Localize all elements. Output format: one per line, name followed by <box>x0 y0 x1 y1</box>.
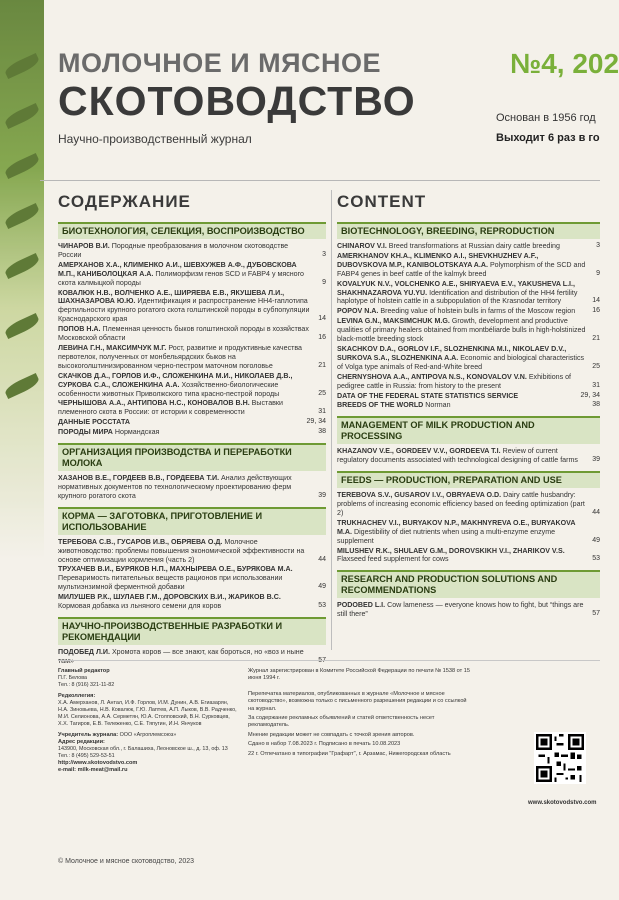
entry-title: Cow lameness — everyone knows how to fight, but “things are still there” <box>337 601 584 619</box>
publication-frequency: Выходит 6 раз в го <box>496 132 600 144</box>
entry-page: 14 <box>592 297 600 305</box>
footer-divider <box>58 660 600 661</box>
entry-authors: ХАЗАНОВ В.Е., ГОРДЕЕВ В.В., ГОРДЕЕВА Т.И. <box>58 474 220 483</box>
entry-title: Идентификация и распространение HH4-гаплотипа фертильности крупного рогатого скота голштинской породы в субпопуляции Краснодарского края <box>58 297 310 324</box>
entry-title: Выставки племенного скота в России: от истории к современности <box>58 399 283 417</box>
entry-title: Породные преобразования в молочном скотоводстве России <box>58 242 289 259</box>
qr-code-icon[interactable] <box>534 732 586 784</box>
entry-title: Полиморфизм генов SCD и FABP4 у мясного скота калмыцкой породы <box>58 269 304 287</box>
entry-authors: KHAZANOV V.E., GORDEEV V.V., GORDEEVA T.I. <box>337 447 501 456</box>
legal-reprint: Перепечатка материалов, опубликованных в журнале «Молочное и мясное скотоводство», возможна только с письменного разрешения редакции и со ссылкой на журнал. <box>248 690 467 712</box>
entry-page: 39 <box>318 491 326 499</box>
entry-authors: TRUKHACHEV V.I., BURYAKOV N.P., MAKHNYREVA O.E., BURYAKOVA M.A. <box>337 518 576 536</box>
entry-authors: ДАННЫЕ РОССТАТА <box>58 418 130 427</box>
editor-name: П.Г. Белова <box>58 675 87 681</box>
toc-heading-ru: СОДЕРЖАНИЕ <box>58 192 191 211</box>
toc-section <box>337 416 600 465</box>
entry-title: Breeding value of holstein bulls in farms of the Moscow region <box>380 307 576 316</box>
entry-title: Flaxseed feed supplement for cows <box>337 555 449 564</box>
toc-section <box>337 570 600 619</box>
toc-section <box>58 222 326 437</box>
entry-authors: СКАЧКОВ Д.А., ГОРЛОВ И.Ф., СЛОЖЕНКИНА М.И., НИКОЛАЕВ Д.В., СУРКОВА С.А., СЛОЖЕНКИНА А.А. <box>58 371 293 389</box>
toc-entry[interactable] <box>337 252 600 279</box>
entry-authors: AMERKHANOV KH.A., KLIMENKO A.I., SHEVKHUZHEV A.F., DUBOVSKOVA M.P., KANIBOLOTSKAYA A.A. <box>337 251 539 269</box>
entry-authors: PODOBED L.I. <box>337 601 386 610</box>
entry-authors: МИЛУШЕВ Р.К., ШУЛАЕВ Г.М., ДОРОВСКИХ В.И., ЖАРИКОВ В.С. <box>58 593 281 602</box>
entry-page: 9 <box>322 278 326 286</box>
entry-authors: MILUSHEV R.K., SHULAEV G.M., DOROVSKIKH V.I., ZHARIKOV V.S. <box>337 546 565 555</box>
entry-authors: CHINAROV V.I. <box>337 242 387 250</box>
toc-english <box>337 188 600 625</box>
entry-page: 21 <box>318 361 326 369</box>
office-phone: Тел.: 8 (495) 529-53-51 <box>58 753 115 759</box>
header-divider <box>40 180 600 181</box>
entry-page: 29, 34 <box>580 391 600 399</box>
entry-page: 31 <box>592 381 600 389</box>
entry-authors: BREEDS OF THE WORLD <box>337 401 424 410</box>
toc-section <box>337 471 600 564</box>
entry-title: Digestibility of diet nutrients when using a multi-enzyme enzyme supplement <box>337 527 556 545</box>
registration-note: Журнал зарегистрирован в Комитете Российской Федерации по печати № 1538 от 15 июня 1994 г. <box>248 668 471 682</box>
entry-page: 44 <box>592 508 600 516</box>
toc-entry[interactable] <box>337 242 600 251</box>
entry-authors: КОВАЛЮК Н.В., ВОЛЧЕНКО А.Е., ШИРЯЕВА Е.В., ЯКУШЕВА Л.И., ШАХНАЗАРОВА Ю.Ю. <box>58 288 285 306</box>
toc-entry[interactable] <box>337 601 600 619</box>
toc-entry[interactable] <box>337 307 600 316</box>
toc-entry[interactable] <box>337 317 600 344</box>
entry-authors: ТЕРЕБОВА С.В., ГУСАРОВ И.В., ОБРЯЕВА О.Д. <box>58 537 223 546</box>
founder: ООО «Агроплемсоюз» <box>119 732 177 738</box>
toc-section <box>58 443 326 501</box>
toc-entry[interactable] <box>337 392 600 401</box>
entry-authors: LEVINA G.N., MAKSIMCHUK M.G. <box>337 317 450 326</box>
entry-page: 53 <box>318 602 326 610</box>
issue-number: №4, 202 <box>510 48 619 79</box>
entry-authors: POPOV N.A. <box>337 307 379 316</box>
entry-authors: KOVALYUK N.V., VOLCHENKO A.E., SHIRYAEVA E.V., YAKUSHEVA L.I., SHAKHNAZAROVA YU.YU. <box>337 279 575 297</box>
toc-entry[interactable] <box>337 401 600 410</box>
entry-authors: ПОПОВ Н.А. <box>58 325 101 334</box>
entry-title: Кормовая добавка из льняного семени для коров <box>58 602 222 611</box>
column-divider <box>331 190 332 650</box>
entry-title: Polymorphism of the SCD and FABP4 genes in beef cattle of the kalmyk breed <box>337 260 586 278</box>
toc-russian <box>58 188 326 672</box>
toc-entry[interactable] <box>337 491 600 518</box>
email-link[interactable]: e-mail: milk-meat@mail.ru <box>58 767 128 773</box>
entry-page: 49 <box>592 536 600 544</box>
toc-entry[interactable] <box>58 474 326 501</box>
website-link[interactable]: http://www.skotovodstvo.com <box>58 760 138 766</box>
toc-entry[interactable] <box>337 345 600 372</box>
print-dates: Сдано в набор 7.08.2023 г. Подписано в печать 10.08.2023 <box>248 741 401 748</box>
entry-page: 57 <box>592 610 600 618</box>
address: 143900, Московская обл., г. Балашиха, Леоновское ш., д. 13, оф. 13 <box>58 746 228 752</box>
entry-title: Exhibitions of pedigree cattle in Russia: from history to the present <box>337 372 572 390</box>
toc-entry[interactable] <box>58 344 326 371</box>
entry-title: Review of current regulatory documents associated with technological designing of cattle farms <box>337 447 578 465</box>
entry-page: 16 <box>592 307 600 315</box>
section-title: НАУЧНО-ПРОИЗВОДСТВЕННЫЕ РАЗРАБОТКИ И РЕКОМЕНДАЦИИ <box>58 617 326 645</box>
entry-page: 49 <box>318 583 326 591</box>
masthead <box>58 40 619 160</box>
entry-page: 3 <box>596 242 600 249</box>
toc-section <box>58 617 326 666</box>
entry-authors: DATA OF THE FEDERAL STATE STATISTICS SERVICE <box>337 391 519 400</box>
entry-page: 14 <box>318 315 326 323</box>
legal-ads: За содержание рекламных объявлений и статей ответственность несет рекламодатель. <box>248 715 435 729</box>
copyright: © Молочное и мясное скотоводство, 2023 <box>58 858 195 865</box>
toc-entry[interactable] <box>337 519 600 546</box>
entry-page: 9 <box>596 269 600 277</box>
entry-page: 38 <box>592 401 600 409</box>
entry-authors: SKACHKOV D.A., GORLOV I.F., SLOZHENKINA M.I., NIKOLAEV D.V., SURKOVA S.A., SLOZHENKINA A.A. <box>337 344 567 362</box>
entry-title: Переваримость питательных веществ рационов при использовании мультиэнзимной ферментной добавки <box>58 574 283 592</box>
section-title: ОРГАНИЗАЦИЯ ПРОИЗВОДСТВА И ПЕРЕРАБОТКИ МОЛОКА <box>58 443 326 471</box>
section-title: MANAGEMENT OF MILK PRODUCTION AND PROCESSING <box>337 416 600 444</box>
toc-entry[interactable] <box>58 593 326 611</box>
entry-page: 53 <box>592 555 600 563</box>
toc-entry[interactable] <box>58 418 326 427</box>
entry-page: 21 <box>592 335 600 343</box>
site-url[interactable]: www.skotovodstvo.com <box>528 800 597 806</box>
entry-title: Анализ действующих нормативных документов по технологическому проектированию ферм крупного рогатого скота <box>58 474 292 500</box>
section-title: BIOTECHNOLOGY, BREEDING, REPRODUCTION <box>337 222 600 239</box>
toc-section <box>58 507 326 611</box>
wheat-decoration <box>0 0 44 560</box>
entry-authors: ЧИНАРОВ В.И. <box>58 242 110 250</box>
entry-title: Economic and biological characteristics of Volga type animals of Red-and-White breed <box>337 353 585 371</box>
entry-title: Хозяйственно-биологические особенности животных Приволжского типа красно-пестрой породы <box>58 380 280 398</box>
entry-title: Нормандская <box>114 428 160 437</box>
editorial-info <box>58 668 238 774</box>
legal-opinion: Мнение редакции может не совпадать с точкой зрения авторов. <box>248 731 415 738</box>
entry-title: Племенная ценность быков голштинской породы в хозяйствах Московской области <box>58 325 309 343</box>
entry-title: Dairy cattle husbandry: problems of increasing economic efficiency based on feeding optimization (part 2) <box>337 491 585 517</box>
toc-entry[interactable] <box>58 242 326 260</box>
entry-page: 25 <box>592 362 600 370</box>
toc-entry[interactable] <box>58 372 326 399</box>
toc-entry[interactable] <box>58 261 326 288</box>
section-title: RESEARCH AND PRODUCTION SOLUTIONS AND RECOMMENDATIONS <box>337 570 600 598</box>
toc-entry[interactable] <box>58 648 326 666</box>
founder-label: Учредитель журнала: <box>58 732 119 738</box>
journal-title-line1: МОЛОЧНОЕ И МЯСНОЕ <box>58 48 382 78</box>
entry-authors: TEREBOVA S.V., GUSAROV I.V., OBRYAEVA O.D. <box>337 491 502 500</box>
legal-info <box>248 668 470 760</box>
entry-page: 3 <box>322 250 326 258</box>
toc-entry[interactable] <box>337 280 600 307</box>
toc-entry[interactable] <box>58 399 326 417</box>
section-title: FEEDS — PRODUCTION, PREPARATION AND USE <box>337 471 600 488</box>
entry-page: 29, 34 <box>306 418 326 426</box>
entry-page: 16 <box>318 334 326 342</box>
entry-authors: ПОДОБЕД Л.И. <box>58 648 110 656</box>
entry-page: 38 <box>318 428 326 436</box>
toc-entry[interactable] <box>337 373 600 391</box>
entry-authors: АМЕРХАНОВ Х.А., КЛИМЕНКО А.И., ШЕВХУЖЕВ А.Ф., ДУБОВСКОВА М.П., КАНИБОЛОЦКАЯ А.А. <box>58 260 297 278</box>
entry-authors: CHERNYSHOVA A.A., ANTIPOVA N.S., KONOVALOV V.N. <box>337 372 527 381</box>
board-members: Х.А. Амерханов, Л. Антал, И.Ф. Горлов, И.М. Дунин, А.В. Егиазарян, Н.А. Зиновьева, Н.В. Ковалюк, Г.Ю. Лаптев, А.П. Лыков, В.В. Радченко, М.И. Селионова, А.А. Серметян, Ю.А. Столповский, В.Н. Сурковцев, Х.Х. Тагиров, Е.В. Тележенко, С.Е. Тяпугин, И.Н. Янчуков <box>58 700 237 727</box>
toc-entry[interactable] <box>58 428 326 437</box>
toc-entry[interactable] <box>58 538 326 565</box>
entry-title: Identification and distribution of the HH4 fertility haplotype of holstein cattle in a subpopulation of the Krasnodar territory <box>337 288 578 306</box>
editor-label: Главный редактор <box>58 668 110 674</box>
journal-title-line2: СКОТОВОДСТВО <box>58 78 416 124</box>
entry-title: Breed transformations at Russian dairy cattle breeding <box>388 242 560 250</box>
section-title: БИОТЕХНОЛОГИЯ, СЕЛЕКЦИЯ, ВОСПРОИЗВОДСТВО <box>58 222 326 239</box>
entry-authors: ПОРОДЫ МИРА <box>58 428 113 437</box>
printing-house: 22 г. Отпечатано в типографии "Графарт", г. Арзамас, Нижегородская область <box>248 750 451 757</box>
toc-entry[interactable] <box>58 289 326 325</box>
toc-entry[interactable] <box>337 547 600 565</box>
toc-entry[interactable] <box>337 447 600 465</box>
journal-subtitle: Научно-производственный журнал <box>58 132 252 146</box>
entry-title: Хромота коров — все знают, как бороться, но «воз и ныне <box>111 648 304 656</box>
entry-page <box>318 657 326 666</box>
entry-title: Молочное животноводство: проблемы повышения экономической эффективности на основе оптимизации кормления (часть 2) <box>58 537 305 564</box>
entry-page: 31 <box>318 408 326 416</box>
entry-page: 44 <box>318 555 326 563</box>
toc-section <box>337 222 600 410</box>
entry-title: Рост, развитие и продуктивные качества первотелок, полученных от монбельярдских быков на высокоголштинизированном черно-пестром маточном поголовье <box>58 343 303 370</box>
entry-authors: ЧЕРНЫШОВА А.А., АНТИПОВА Н.С., КОНОВАЛОВ В.Н. <box>58 399 250 408</box>
entry-page: 39 <box>592 456 600 464</box>
founded-year: Основан в 1956 год <box>496 112 596 124</box>
address-label: Адрес редакции: <box>58 739 105 745</box>
toc-entry[interactable] <box>58 325 326 343</box>
toc-heading-en: CONTENT <box>337 192 427 211</box>
board-label: Редколлегия: <box>58 693 96 699</box>
entry-title: Growth, development and productive qualities of primary healers obtained from montbéliarde bulls in high-holstinized black-mottle breeding stock <box>337 317 586 344</box>
toc-entry[interactable] <box>58 565 326 592</box>
entry-authors: ЛЕВИНА Г.Н., МАКСИМЧУК М.Г. <box>58 343 167 352</box>
entry-authors: ТРУХАЧЕВ В.И., БУРЯКОВ Н.П., МАХНЫРЕВА О.Е., БУРЯКОВА М.А. <box>58 565 293 574</box>
entry-page: 25 <box>318 389 326 397</box>
editor-phone: Тел.: 8 (916) 321-11-82 <box>58 682 115 688</box>
entry-title: Norman <box>425 401 451 410</box>
section-title: КОРМА — ЗАГОТОВКА, ПРИГОТОВЛЕНИЕ И ИСПОЛЬЗОВАНИЕ <box>58 507 326 535</box>
